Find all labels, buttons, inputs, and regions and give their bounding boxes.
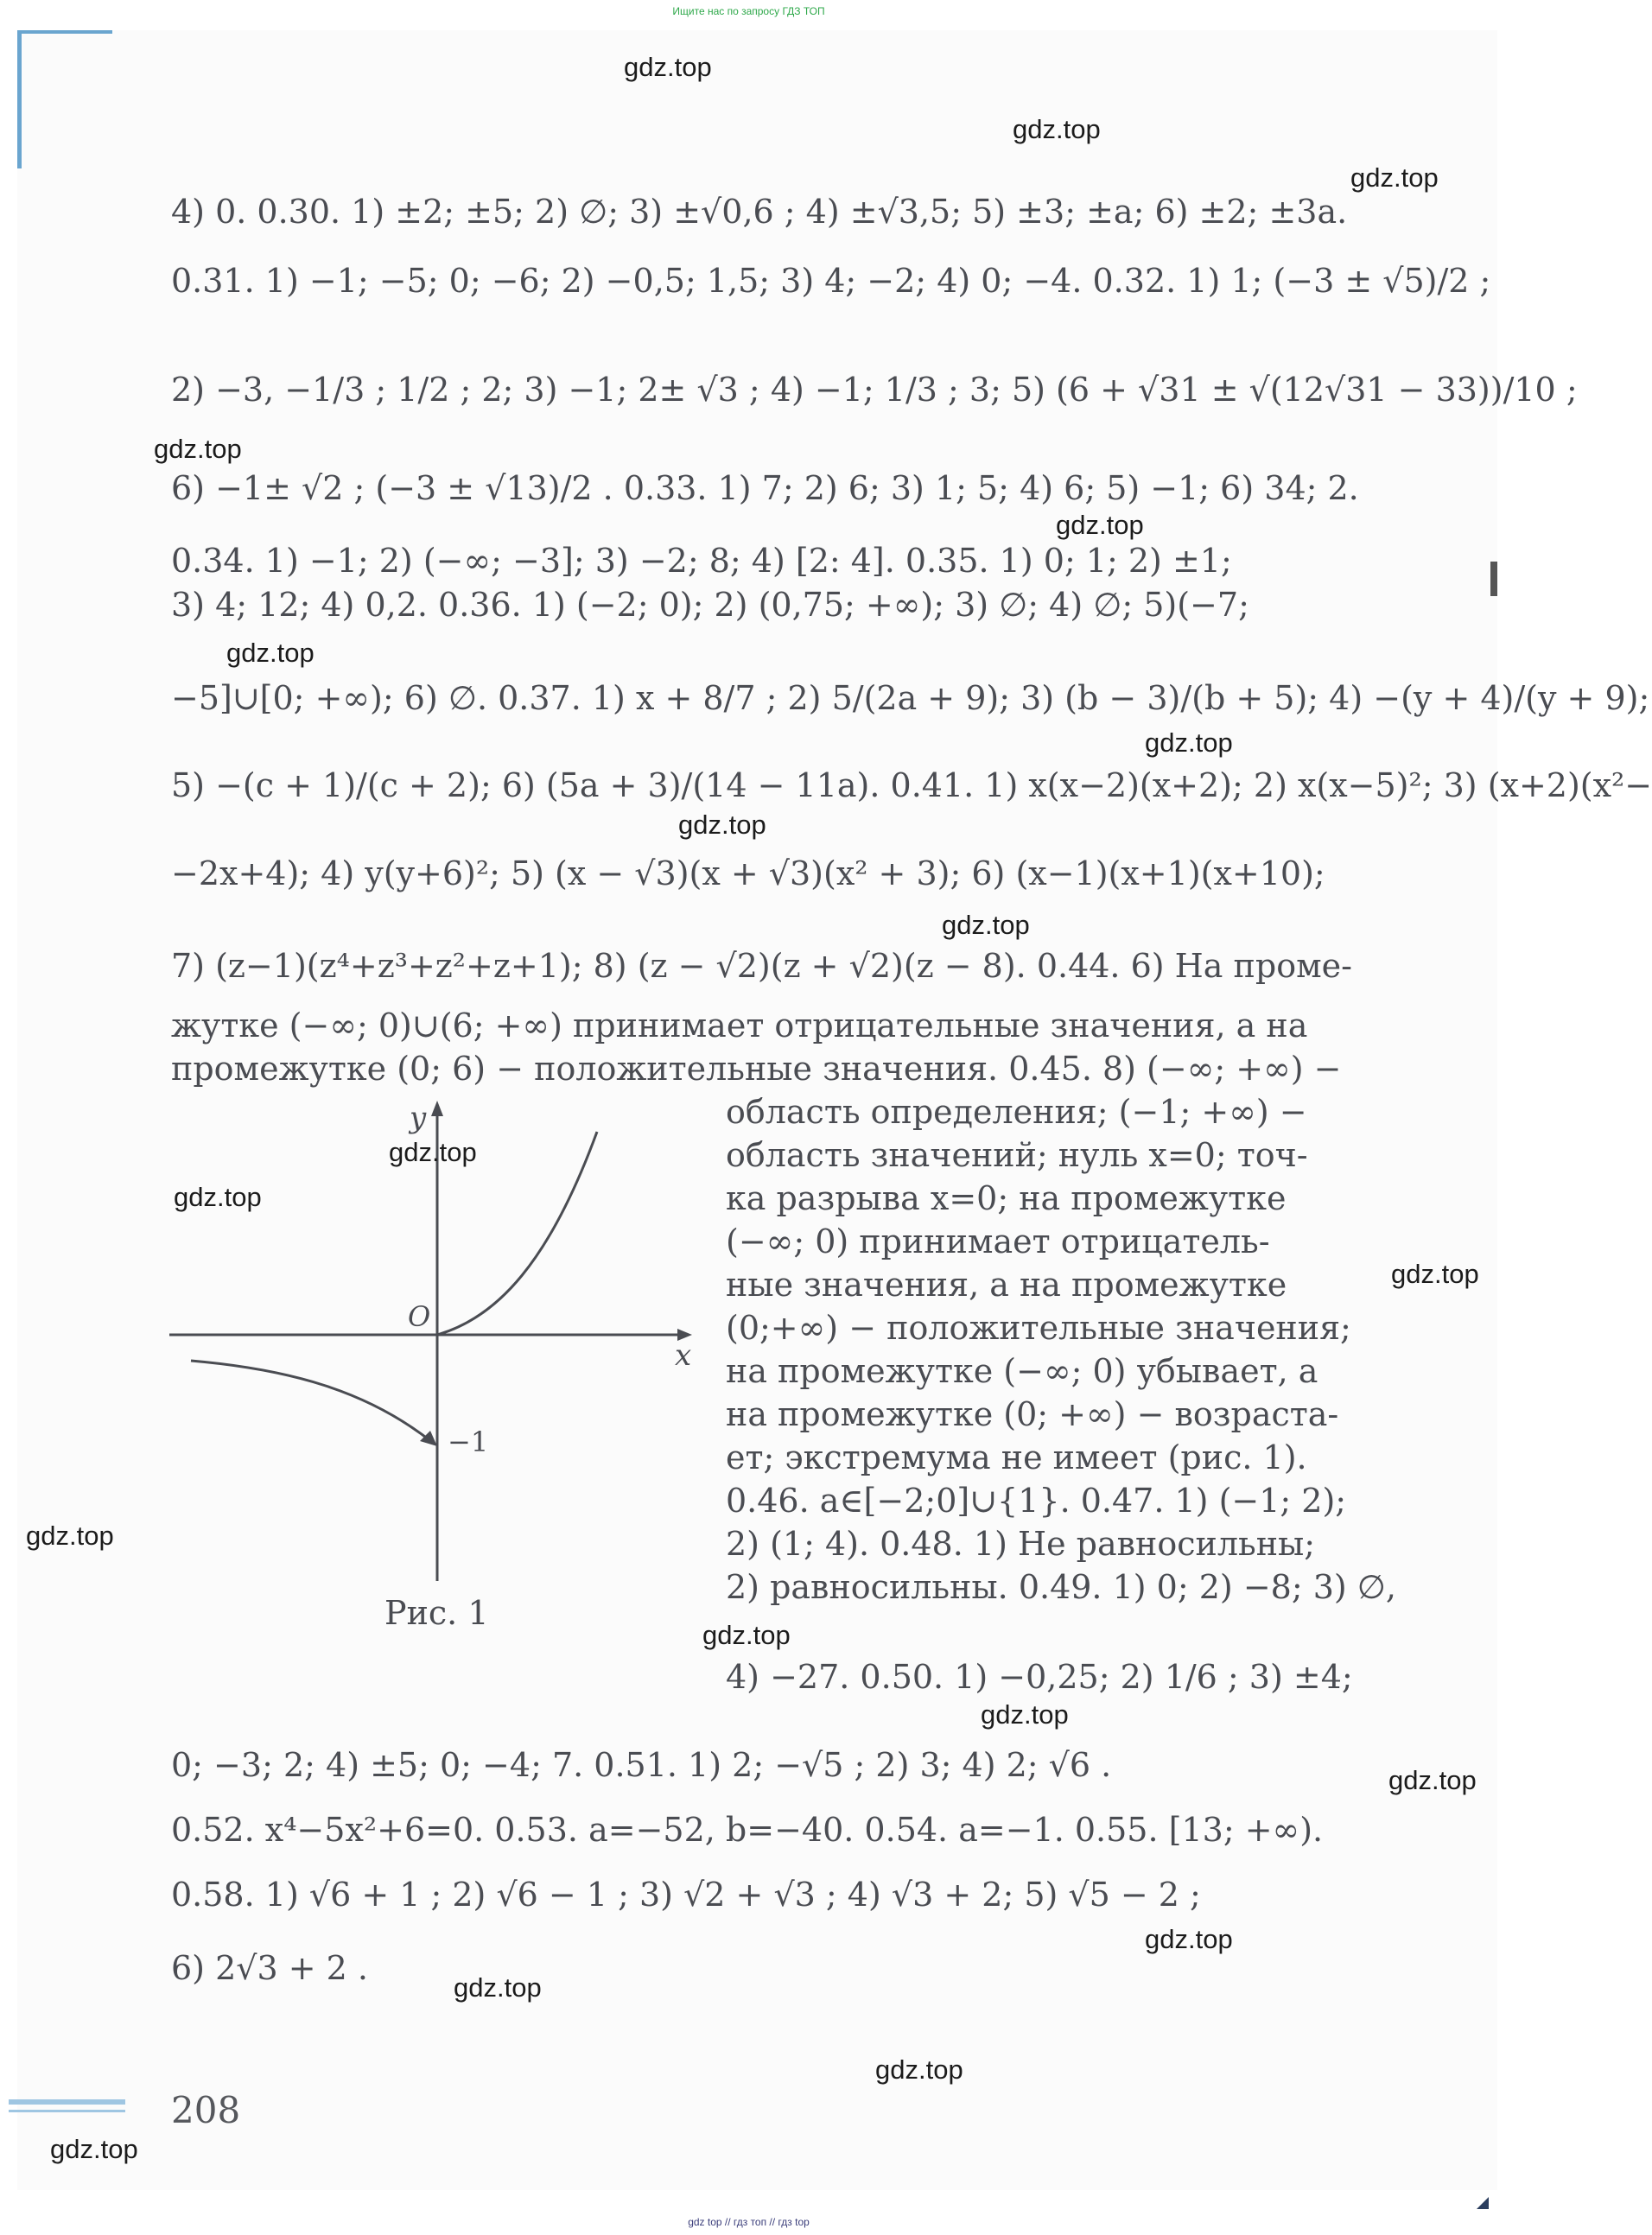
frame-decoration <box>17 30 22 168</box>
answer-line: (−∞; 0) принимает отрицатель- <box>726 1222 1270 1260</box>
answer-line: (0;+∞) − положительные значения; <box>726 1309 1351 1347</box>
watermark: gdz.top <box>1013 114 1101 144</box>
answer-line: 2) −3, −1/3 ; 1/2 ; 2; 3) −1; 2± √3 ; 4) −1; 1/3 ; 3; 5) (6 + √31 ± √(12√31 − 33))/10 ; <box>171 371 1578 409</box>
open-point-arrow <box>420 1431 437 1446</box>
watermark: gdz.top <box>389 1137 477 1167</box>
watermark: gdz.top <box>942 910 1030 940</box>
answer-line: 6) 2√3 + 2 . <box>171 1949 368 1987</box>
watermark: gdz.top <box>875 2054 963 2085</box>
watermark: gdz.top <box>1056 510 1144 540</box>
answer-line: 0.31. 1) −1; −5; 0; −6; 2) −0,5; 1,5; 3) 4; −2; 4) 0; −4. 0.32. 1) 1; (−3 ± √5)/2 ; <box>171 262 1491 300</box>
watermark: gdz.top <box>702 1620 791 1650</box>
watermark: gdz.top <box>454 1972 542 2003</box>
answer-line: ет; экстремума не имеет (рис. 1). <box>726 1438 1307 1476</box>
answer-line: 6) −1± √2 ; (−3 ± √13)/2 . 0.33. 1) 7; 2) 6; 3) 1; 5; 4) 6; 5) −1; 6) 34; 2. <box>171 469 1359 507</box>
answer-line: 0.34. 1) −1; 2) (−∞; −3]; 3) −2; 8; 4) [2: 4]. 0.35. 1) 0; 1; 2) ±1; <box>171 542 1232 580</box>
answer-line: ка разрыва x=0; на промежутке <box>726 1179 1287 1217</box>
watermark: gdz.top <box>1145 727 1233 758</box>
x-axis-label: x <box>675 1338 692 1373</box>
origin-label: O <box>408 1300 431 1333</box>
answer-line: 0.58. 1) √6 + 1 ; 2) √6 − 1 ; 3) √2 + √3 ; 4) √3 + 2; 5) √5 − 2 ; <box>171 1876 1201 1914</box>
watermark: gdz.top <box>1391 1259 1479 1289</box>
answer-line: 0.52. x⁴−5x²+6=0. 0.53. a=−52, b=−40. 0.54. a=−1. 0.55. [13; +∞). <box>171 1811 1324 1849</box>
answer-line: область значений; нуль x=0; точ- <box>726 1136 1308 1174</box>
answer-line: 3) 4; 12; 4) 0,2. 0.36. 1) (−2; 0); 2) (0,75; +∞); 3) ∅; 4) ∅; 5)(−7; <box>171 586 1249 624</box>
watermark: gdz.top <box>624 52 712 82</box>
watermark: gdz.top <box>26 1521 114 1551</box>
answer-line: 4) 0. 0.30. 1) ±2; ±5; 2) ∅; 3) ±√0,6 ; 4) ±√3,5; 5) ±3; ±a; 6) ±2; ±3a. <box>171 193 1348 231</box>
answer-line: 0.46. a∈[−2;0]∪{1}. 0.47. 1) (−1; 2); <box>726 1482 1347 1520</box>
curve-left-branch <box>191 1361 433 1443</box>
answer-line: −5]∪[0; +∞); 6) ∅. 0.37. 1) x + 8/7 ; 2) 5/(2a + 9); 3) (b − 3)/(b + 5); 4) −(y + 4)/(y + 9); <box>171 679 1650 717</box>
watermark: gdz.top <box>226 638 315 668</box>
frame-decoration <box>9 2110 125 2112</box>
corner-mark <box>1477 2197 1489 2209</box>
answer-line: ные значения, а на промежутке <box>726 1266 1287 1304</box>
answer-line: 0; −3; 2; 4) ±5; 0; −4; 7. 0.51. 1) 2; −√5 ; 2) 3; 4) 2; √6 . <box>171 1746 1112 1784</box>
watermark: gdz.top <box>981 1699 1069 1730</box>
watermark: gdz.top <box>50 2134 138 2164</box>
answer-line: 2) равносильны. 0.49. 1) 0; 2) −8; 3) ∅, <box>726 1568 1396 1606</box>
answer-line: −2x+4); 4) y(y+6)²; 5) (x − √3)(x + √3)(x² + 3); 6) (x−1)(x+1)(x+10); <box>171 854 1325 892</box>
y-axis-arrow <box>431 1101 443 1116</box>
bottom-banner[interactable]: gdz top // гдз топ // гдз top <box>688 2216 810 2228</box>
frame-decoration <box>9 2099 125 2105</box>
y-axis-label: y <box>410 1101 427 1135</box>
answer-line: 4) −27. 0.50. 1) −0,25; 2) 1/6 ; 3) ±4; <box>726 1658 1353 1696</box>
top-banner[interactable]: Ищите нас по запросу ГДЗ ТОП <box>672 5 825 17</box>
watermark: gdz.top <box>1350 162 1439 193</box>
answer-line: 5) −(c + 1)/(c + 2); 6) (5a + 3)/(14 − 11a). 0.41. 1) x(x−2)(x+2); 2) x(x−5)²; 3) (x+2)(x²− <box>171 766 1652 804</box>
minus-one-label: −1 <box>448 1425 489 1458</box>
answer-line: область определения; (−1; +∞) − <box>726 1093 1307 1131</box>
spine-mark <box>1490 562 1497 596</box>
answer-line: на промежутке (0; +∞) − возраста- <box>726 1395 1339 1433</box>
watermark: gdz.top <box>154 434 242 464</box>
answer-line: промежутке (0; 6) − положительные значения. 0.45. 8) (−∞; +∞) − <box>171 1050 1342 1088</box>
answer-line: жутке (−∞; 0)∪(6; +∞) принимает отрицательные значения, а на <box>171 1006 1308 1044</box>
page-number: 208 <box>171 2089 241 2131</box>
answer-line: 7) (z−1)(z⁴+z³+z²+z+1); 8) (z − √2)(z + √2)(z − 8). 0.44. 6) На проме- <box>171 947 1352 985</box>
function-graph <box>169 1097 705 1616</box>
watermark: gdz.top <box>1145 1924 1233 1954</box>
watermark: gdz.top <box>174 1182 262 1212</box>
watermark: gdz.top <box>678 810 766 840</box>
answer-line: 2) (1; 4). 0.48. 1) Не равносильны; <box>726 1525 1316 1563</box>
figure-caption: Рис. 1 <box>384 1594 489 1632</box>
watermark: gdz.top <box>1388 1765 1477 1795</box>
frame-decoration <box>17 30 112 34</box>
answer-line: на промежутке (−∞; 0) убывает, а <box>726 1352 1318 1390</box>
